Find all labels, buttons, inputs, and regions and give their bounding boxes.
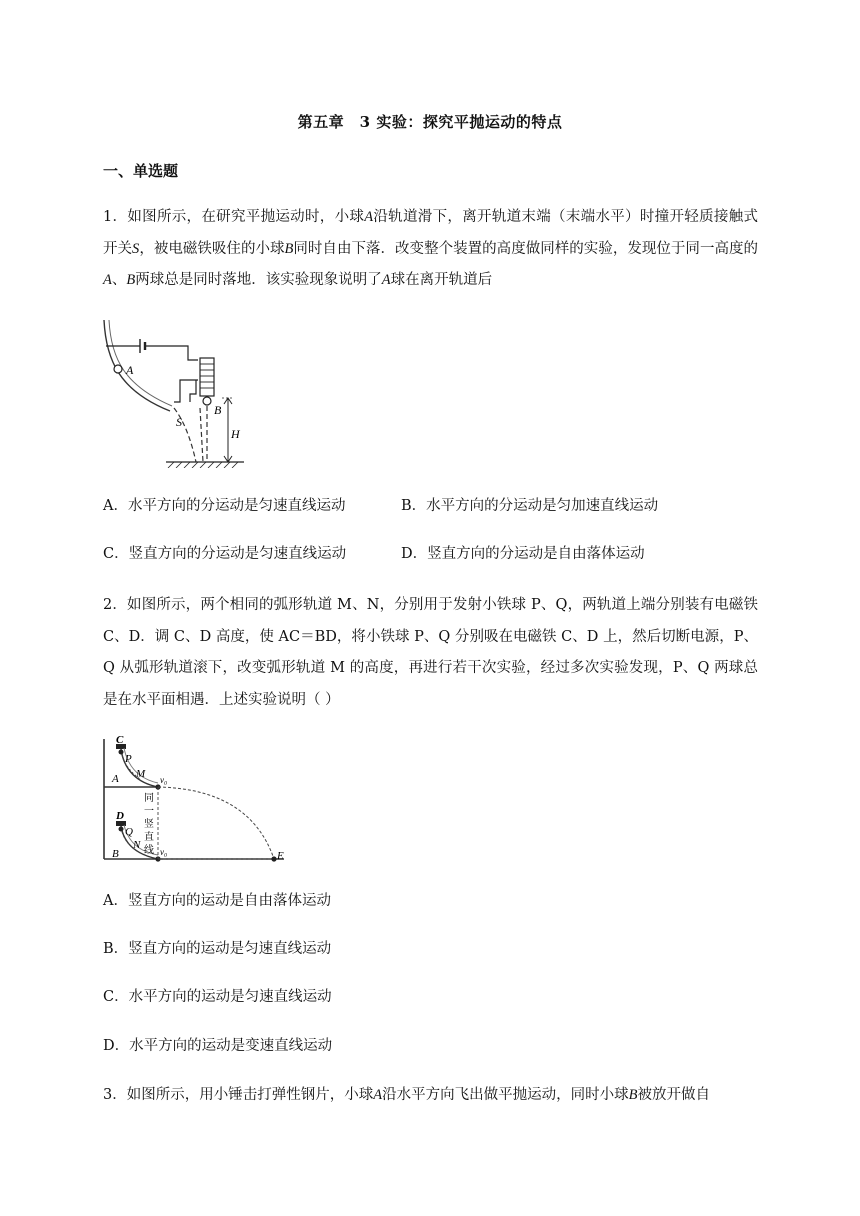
page-title: 第五章 3 实验：探究平抛运动的特点 [297,113,563,131]
fig1-label-s: S [176,415,182,429]
fig2-label-p: P [125,753,132,765]
fig2-vert-char: 直 [144,832,154,843]
q1-option-b[interactable]: B．水平方向的分运动是匀加速直线运动 [401,498,659,514]
q1-option-c[interactable]: C．竖直方向的分运动是匀速直线运动 [103,546,347,562]
fig1-label-a: A [126,363,134,377]
fig2-vert-char: 线 [144,845,154,856]
question-3-text: 3．如图所示，用小锤击打弹性钢片，小球A沿水平方向飞出做平抛运动，同时小球B被放开做自 [103,1087,710,1103]
fig2-label-b: B [112,848,119,860]
fig2-label-e: E [277,850,284,862]
fig2-vert-char: 一 [144,806,154,817]
fig2-label-n: N [133,839,141,851]
question-2-figure [100,735,290,865]
question-1-figure [100,316,250,468]
fig2-vert-char: 同 [144,793,154,804]
q1-option-d[interactable]: D．竖直方向的分运动是自由落体运动 [401,546,645,562]
question-1-text: 1．如图所示，在研究平抛运动时，小球A沿轨道滑下，离开轨道末端（末端水平）时撞开轻质接触式开关S，被电磁铁吸住的小球B同时自由下落．改变整个装置的高度做同样的实验，发现位于同一高度的A、B两球总是同时落地．该实验现象说明了A球在离开轨道后 [103,209,759,288]
q2-option-a[interactable]: A．竖直方向的运动是自由落体运动 [103,893,331,909]
fig2-label-d: D [116,810,124,822]
fig2-label-c: C [116,735,124,746]
fig2-label-v0-bottom: v₀ [160,847,168,857]
fig2-label-v0-top: v₀ [160,775,168,785]
q2-option-d[interactable]: D．水平方向的运动是变速直线运动 [103,1038,333,1054]
q2-option-b[interactable]: B．竖直方向的运动是匀速直线运动 [103,941,332,957]
q2-option-c[interactable]: C．水平方向的运动是匀速直线运动 [103,989,332,1005]
question-2-text: 2．如图所示，两个相同的弧形轨道 M、N，分别用于发射小铁球 P、Q，两轨道上端分别装有电磁铁 C、D．调 C、D 高度，使 AC＝BD，将小铁球 P、Q 分别吸在电磁铁 C、D 上，然后切断电源，P、Q 从弧形轨道滚下，改变弧形轨道 M 的高度，再进行若干次实验，经过多次实验发现，P、Q 两球总是在水平面相遇．上述实验说明（ ） [103,597,758,708]
fig2-vert-char: 竖 [144,819,154,830]
fig2-label-q: Q [125,826,133,838]
q1-option-a[interactable]: A．水平方向的分运动是匀速直线运动 [103,498,346,514]
fig1-label-h: H [231,427,240,441]
fig2-label-m: M [136,768,146,780]
section-heading: 一、单选题 [103,162,179,180]
fig2-label-a: A [112,773,119,785]
fig1-label-b: B [214,403,222,417]
